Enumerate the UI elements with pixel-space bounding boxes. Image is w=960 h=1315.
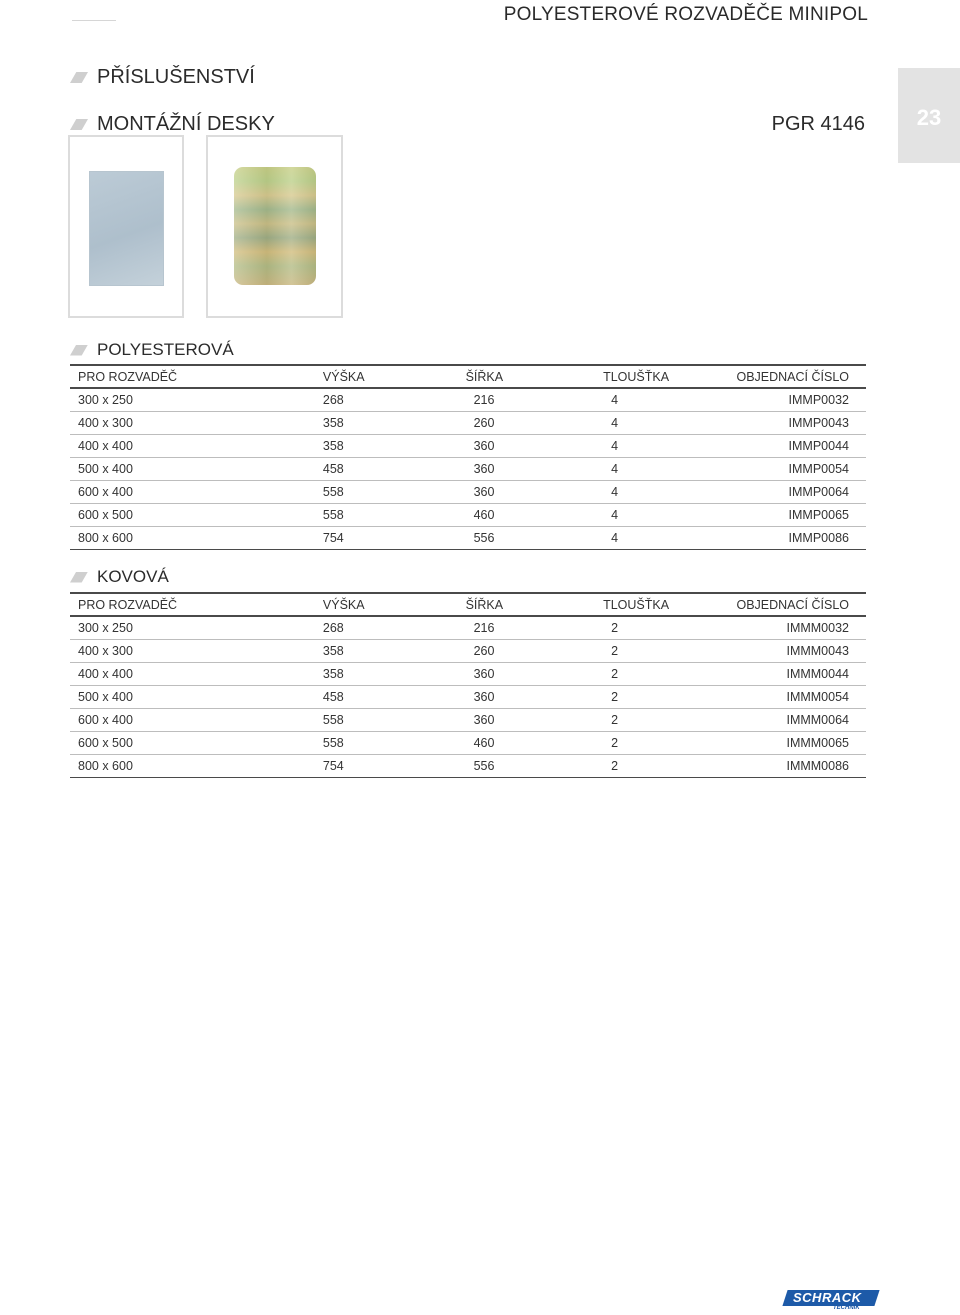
table-cell: 600 x 400 (70, 709, 309, 732)
table-cell: IMMP0043 (736, 412, 866, 435)
table-cell: 754 (309, 527, 457, 550)
table-cell: 800 x 600 (70, 527, 309, 550)
table-row (70, 663, 866, 686)
table-cell: 558 (309, 504, 457, 527)
table-cell: 600 x 500 (70, 504, 309, 527)
table-cell: 400 x 300 (70, 412, 309, 435)
logo-subtext: TECHNIK (833, 1305, 860, 1311)
table-cell: 556 (457, 527, 598, 550)
column-header: OBJEDNACÍ ČÍSLO (736, 365, 866, 388)
table-cell: IMMM0065 (736, 732, 866, 755)
table-cell: IMMM0032 (736, 616, 866, 640)
table-row (70, 412, 866, 435)
table-cell: 300 x 250 (70, 388, 309, 412)
table-cell: 460 (457, 504, 598, 527)
table-cell: 4 (597, 504, 736, 527)
table-cell: 400 x 400 (70, 663, 309, 686)
bullet-icon (70, 72, 88, 83)
table-cell: 358 (309, 663, 457, 686)
bullet-icon (70, 119, 88, 130)
table-cell: 4 (597, 527, 736, 550)
table-cell: 458 (309, 458, 457, 481)
table-cell: 4 (597, 435, 736, 458)
table-row (70, 504, 866, 527)
metal-table (70, 592, 866, 778)
table-row (70, 616, 866, 640)
table-cell: IMMP0064 (736, 481, 866, 504)
product-photo-metal (206, 135, 343, 318)
table-row (70, 686, 866, 709)
table-cell: 268 (309, 616, 457, 640)
table-cell: 260 (457, 412, 598, 435)
table-cell: 2 (597, 616, 736, 640)
table-label-polyester (70, 340, 234, 360)
section-heading (70, 66, 255, 89)
table-cell: 4 (597, 458, 736, 481)
table-row (70, 458, 866, 481)
table-cell: 268 (309, 388, 457, 412)
table-cell: 500 x 400 (70, 458, 309, 481)
table-cell: 460 (457, 732, 598, 755)
table-cell: IMMP0044 (736, 435, 866, 458)
table-row (70, 640, 866, 663)
column-header: TLOUŠŤKA (597, 593, 736, 616)
subsection-title: MONTÁŽNÍ DESKY (97, 113, 275, 135)
table-cell: 500 x 400 (70, 686, 309, 709)
table-cell: 360 (457, 458, 598, 481)
section-title: PŘÍSLUŠENSTVÍ (97, 66, 255, 88)
table-cell: IMMM0043 (736, 640, 866, 663)
table-cell: 216 (457, 388, 598, 412)
table-cell: 2 (597, 640, 736, 663)
bullet-icon (70, 345, 88, 356)
table-cell: IMMM0064 (736, 709, 866, 732)
table-label-text: POLYESTEROVÁ (97, 340, 234, 359)
table-cell: 800 x 600 (70, 755, 309, 778)
table-cell: 300 x 250 (70, 616, 309, 640)
table-header-row (70, 593, 866, 616)
column-header: OBJEDNACÍ ČÍSLO (736, 593, 866, 616)
table-cell: IMMP0032 (736, 388, 866, 412)
column-header: TLOUŠŤKA (597, 365, 736, 388)
table-cell: IMMM0044 (736, 663, 866, 686)
table-cell: 360 (457, 663, 598, 686)
table-cell: 2 (597, 709, 736, 732)
table-cell: 360 (457, 435, 598, 458)
table-cell: 358 (309, 412, 457, 435)
table-cell: 2 (597, 732, 736, 755)
column-header: ŠÍŘKA (457, 593, 598, 616)
table-cell: 558 (309, 732, 457, 755)
column-header: VÝŠKA (309, 593, 457, 616)
table-row (70, 527, 866, 550)
table-row (70, 388, 866, 412)
table-cell: IMMM0054 (736, 686, 866, 709)
table-cell: 2 (597, 686, 736, 709)
column-header: PRO ROZVADĚČ (70, 593, 309, 616)
table-row (70, 732, 866, 755)
table-cell: IMMM0086 (736, 755, 866, 778)
table-cell: 458 (309, 686, 457, 709)
table-cell: 558 (309, 481, 457, 504)
document-title: POLYESTEROVÉ ROZVADĚČE MINIPOL (503, 4, 868, 25)
table-cell: 358 (309, 640, 457, 663)
table-cell: 2 (597, 663, 736, 686)
table-cell: 260 (457, 640, 598, 663)
page-number: 23 (916, 105, 942, 130)
table-cell: 754 (309, 755, 457, 778)
table-row (70, 481, 866, 504)
bullet-icon (70, 572, 88, 583)
column-header: PRO ROZVADĚČ (70, 365, 309, 388)
table-label-metal (70, 567, 169, 587)
table-cell: 600 x 500 (70, 732, 309, 755)
table-cell: IMMP0065 (736, 504, 866, 527)
table-cell: 600 x 400 (70, 481, 309, 504)
table-cell: 2 (597, 755, 736, 778)
subsection-heading (70, 113, 275, 136)
table-cell: 358 (309, 435, 457, 458)
metal-mounting-plate-photo (234, 167, 316, 285)
table-cell: 400 x 400 (70, 435, 309, 458)
table-row (70, 755, 866, 778)
logo-text: SCHRACK (793, 1290, 862, 1305)
table-cell: 360 (457, 686, 598, 709)
polyester-table (70, 364, 866, 550)
table-cell: 4 (597, 388, 736, 412)
header-rule (72, 20, 116, 21)
table-cell: 400 x 300 (70, 640, 309, 663)
table-cell: 216 (457, 616, 598, 640)
table-row (70, 435, 866, 458)
table-cell: 360 (457, 709, 598, 732)
table-cell: 4 (597, 412, 736, 435)
table-row (70, 709, 866, 732)
table-cell: 558 (309, 709, 457, 732)
table-cell: 556 (457, 755, 598, 778)
table-label-text: KOVOVÁ (97, 567, 169, 586)
table-header-row (70, 365, 866, 388)
column-header: ŠÍŘKA (457, 365, 598, 388)
product-photo-polyester (68, 135, 184, 318)
page-tab (898, 68, 960, 163)
table-cell: IMMP0086 (736, 527, 866, 550)
product-code: PGR 4146 (771, 113, 865, 135)
column-header: VÝŠKA (309, 365, 457, 388)
table-cell: 4 (597, 481, 736, 504)
polyester-mounting-plate-photo (90, 172, 163, 285)
table-cell: 360 (457, 481, 598, 504)
table-cell: IMMP0054 (736, 458, 866, 481)
schrack-logo (785, 1290, 877, 1312)
